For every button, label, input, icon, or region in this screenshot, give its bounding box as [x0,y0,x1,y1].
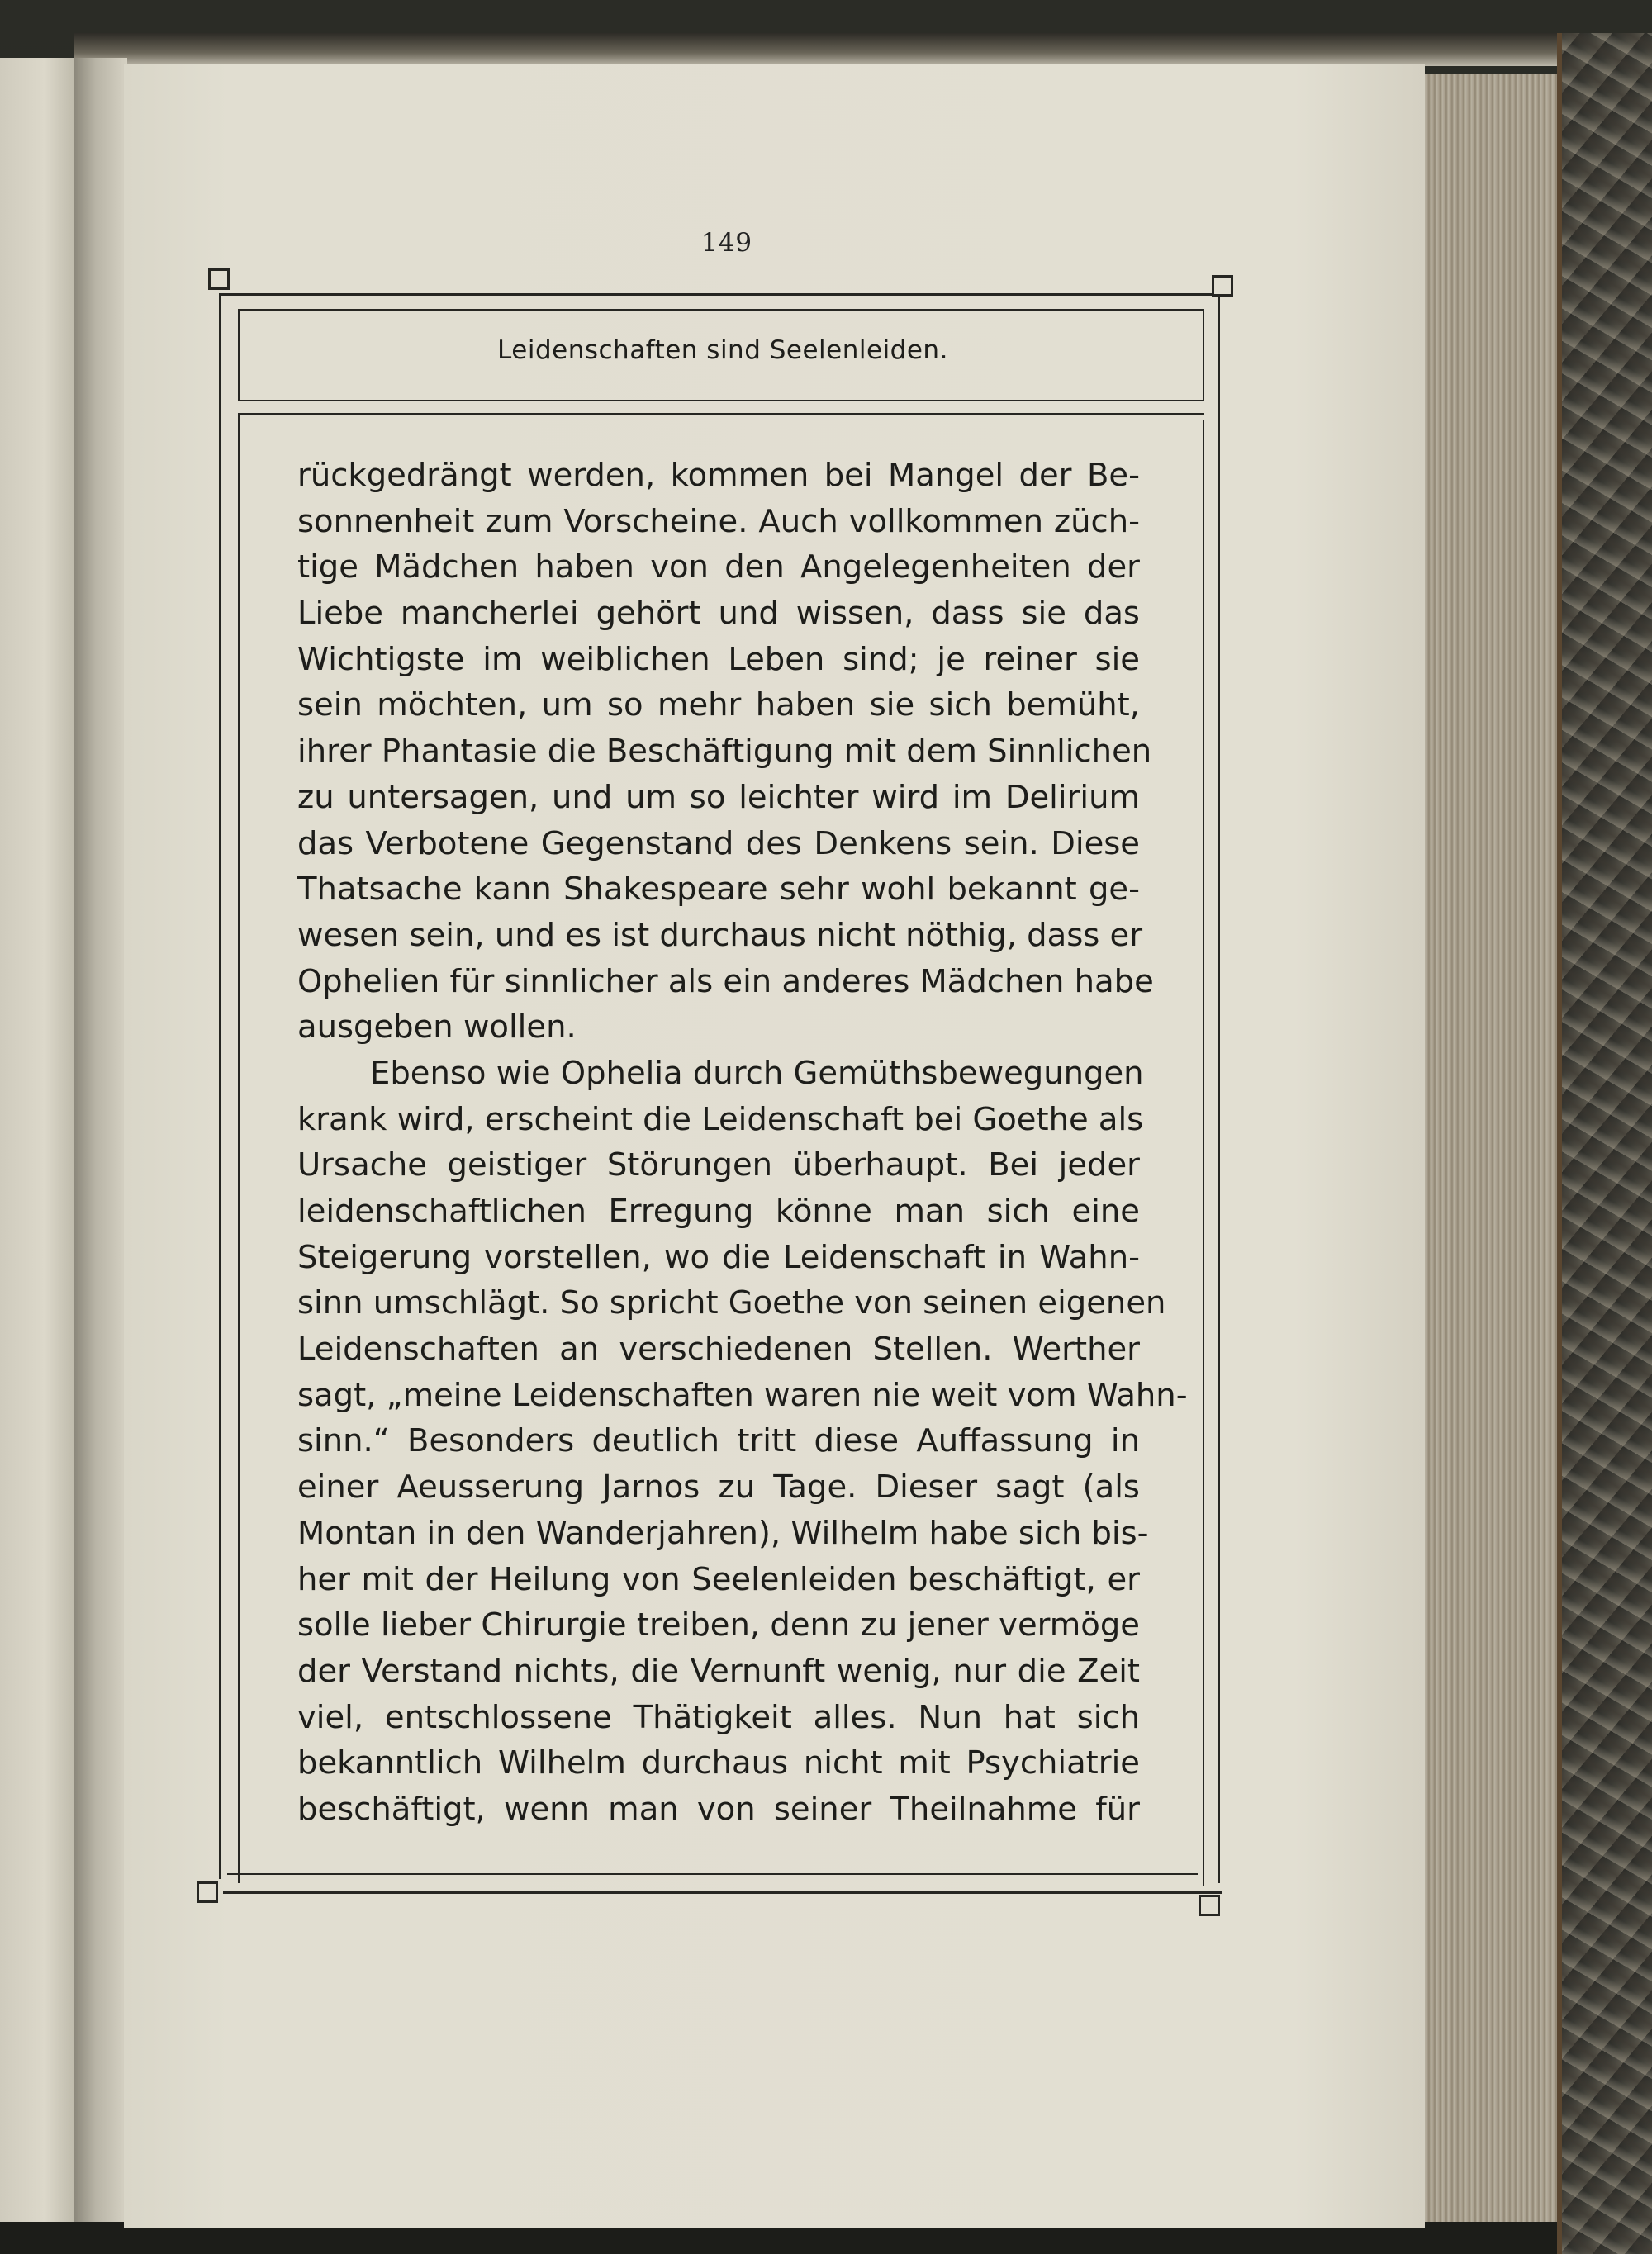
page-gutter [74,58,127,2222]
text-line: Ebenso wie Ophelia durch Gemüthsbewegungen [370,1054,1144,1092]
frame-corner-bottom-right [1199,1895,1220,1916]
page-number: 149 [700,228,753,258]
running-head: Leidenschaften sind Seelenleiden. [497,335,948,365]
facing-page-edge [0,58,76,2222]
text-line: sonnenheit zum Vorscheine. Auch vollkommen züch- [297,502,1140,540]
text-line: zu untersagen, und um so leichter wird im Delirium [297,778,1140,816]
text-line: sagt, „meine Leidenschaften waren nie weit vom Wahn- [297,1376,1188,1414]
text-line: tige Mädchen haben von den Angelegenheiten der [297,548,1140,586]
text-line: leidenschaftlichen Erregung könne man sich eine [297,1193,1140,1230]
text-line: ihrer Phantasie die Beschäftigung mit dem Sinnlichen [297,733,1152,771]
book-top-edge [74,33,1569,66]
text-line: Leidenschaften an verschiedenen Stellen. Werther [297,1331,1140,1369]
text-line: Steigerung vorstellen, wo die Leidenschaft in Wahn- [297,1238,1140,1276]
text-line: rückgedrängt werden, kommen bei Mangel der Be- [297,457,1140,494]
text-line: krank wird, erscheint die Leidenschaft bei Goethe als [297,1100,1144,1138]
text-line: her mit der Heilung von Seelenleiden beschäftigt, er [297,1560,1140,1598]
text-line: solle lieber Chirurgie treiben, denn zu jener vermöge [297,1606,1140,1644]
body-text [297,453,1188,1833]
frame-corner-top-right [1212,275,1233,297]
text-line: Wichtigste im weiblichen Leben sind; je reiner sie [297,640,1140,678]
frame-corner-top-left [208,268,230,290]
paragraph [297,1051,1188,1833]
text-line: Liebe mancherlei gehört und wissen, dass sie das [297,595,1140,633]
text-line: Ophelien für sinnlicher als ein anderes Mädchen habe [297,962,1154,1000]
text-line: viel, entschlossene Thätigkeit alles. Nun hat sich [297,1698,1140,1736]
text-line: beschäftigt, wenn man von seiner Theilnahme für [297,1790,1140,1828]
frame-corner-bottom-left [197,1881,218,1903]
paragraph [297,453,1154,1051]
text-line: Ursache geistiger Störungen überhaupt. Bei jeder [297,1146,1140,1184]
text-line: sinn.“ Besonders deutlich tritt diese Auffassung in [297,1422,1140,1460]
text-line: wesen sein, und es ist durchaus nicht nöthig, dass er [297,916,1143,954]
text-line: ausgeben wollen. [297,1008,577,1046]
text-line: sein möchten, um so mehr haben sie sich bemüht, [297,686,1140,724]
marbled-cover-edge [1557,33,1652,2254]
text-line: sinn umschlägt. So spricht Goethe von seinen eigenen [297,1284,1166,1322]
text-line: einer Aeusserung Jarnos zu Tage. Dieser sagt (als [297,1469,1140,1507]
text-line: der Verstand nichts, die Vernunft wenig, nur die Zeit [297,1652,1140,1690]
text-line: bekanntlich Wilhelm durchaus nicht mit Psychiatrie [297,1744,1140,1782]
text-line: Thatsache kann Shakespeare sehr wohl bekannt ge- [297,871,1140,909]
page-stack-edge [1425,74,1557,2222]
text-line: das Verbotene Gegenstand des Denkens sein. Diese [297,824,1140,862]
text-line: Montan in den Wanderjahren), Wilhelm habe sich bis- [297,1514,1149,1552]
